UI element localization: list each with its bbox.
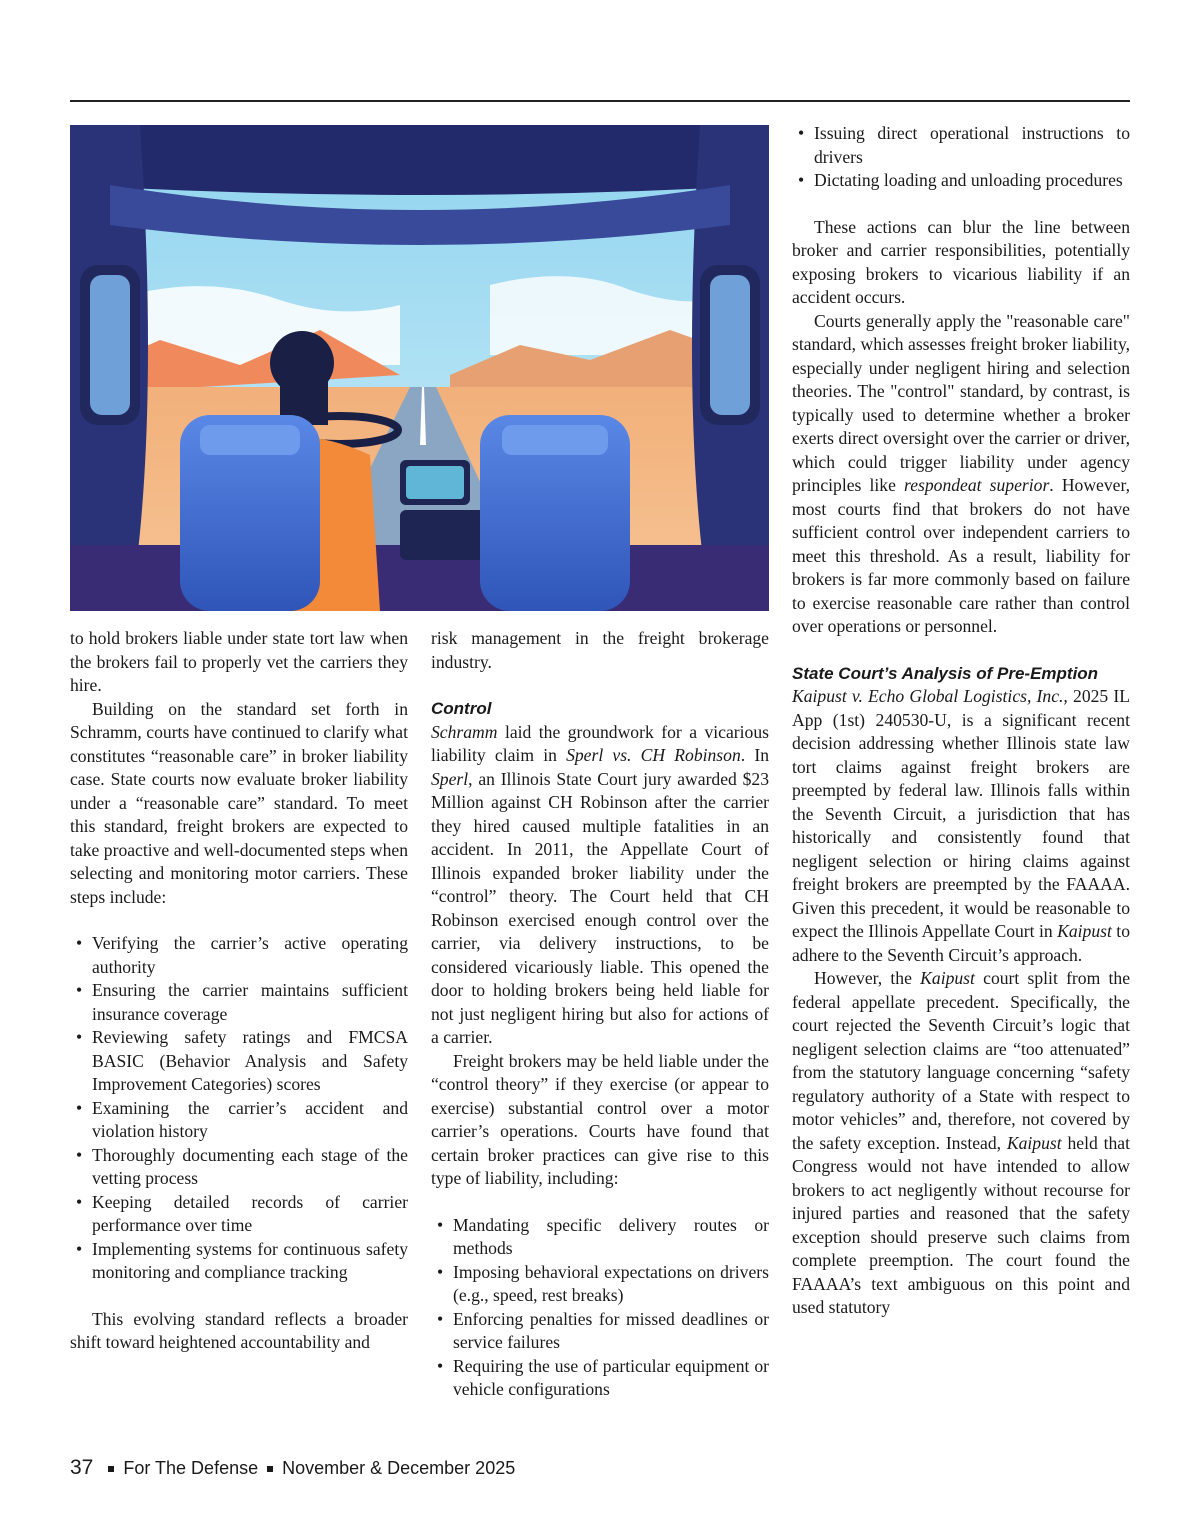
col2-paragraph-2: Schramm laid the groundwork for a vicarious liability claim in Sperl vs. CH Robinson. In Sperl, an Illinois State Court jury awarded $23 Million against CH Robinson after the carrier they hired caused multiple fatalities in an accident. In 2011, the Appellate Court of Illinois expanded broker liability under the “control” theory. The Court held that CH Robinson exercised enough control over the carrier, via delivery instructions, to be considered vicariously liable. This opened the door to holding brokers being held liable for not just negligent hiring but also for actions of a carrier. <box>431 721 769 1047</box>
vetting-steps-list <box>70 932 408 1285</box>
car-interior-illustration <box>70 125 769 611</box>
list-item: • Dictating loading and unloading procedures <box>792 169 1130 193</box>
list-item: • Examining the carrier’s accident and violation history <box>70 1097 408 1144</box>
list-item: • Enforcing penalties for missed deadlines or service failures <box>431 1308 769 1355</box>
list-item: • Imposing behavioral expectations on drivers (e.g., speed, rest breaks) <box>431 1261 769 1308</box>
col3-paragraph-3: Kaipust v. Echo Global Logistics, Inc., 2025 IL App (1st) 240530-U, is a significant recent decision addressing whether Illinois state law tort claims against freight brokers are preempted by federal law. Illinois falls within the Seventh Circuit, a jurisdiction that has historically and consistently found that negligent selection or hiring claims against freight brokers are preempted by the FAAAA. Given this precedent, it would be reasonable to expect the Illinois Appellate Court in Kaipust to adhere to the Seventh Circuit’s approach. <box>792 686 1130 965</box>
list-item: • Keeping detailed records of carrier performance over time <box>70 1191 408 1238</box>
column-3 <box>792 122 1130 1320</box>
col2-paragraph-3: Freight brokers may be held liable under the “control theory” if they exercise (or appear to exercise) substantial control over a motor carrier’s operations. Courts have found that certain broker practices can give rise to this type of liability, including: <box>431 1050 769 1188</box>
col2-paragraph-1: risk management in the freight brokerage industry. <box>431 628 769 672</box>
issue-date: November & December 2025 <box>282 1458 516 1478</box>
publication-name: For The Defense <box>123 1458 259 1478</box>
list-item: • Issuing direct operational instructions to drivers <box>792 122 1130 169</box>
col3-paragraph-4: However, the Kaipust court split from the federal appellate precedent. Specifically, the court rejected the Seventh Circuit’s logic that negligent selection claims are “too attenuated” from the statutory language concerning “safety regulatory authority of a State with respect to motor vehicles” and, therefore, not covered by the safety exception. Instead, Kaipust held that Congress would not have intended to allow brokers to act negligently without recourse for injured parties and reasoned that the safety exception should preserve such claims from complete preemption. The court found the FAAAA’s text ambiguous on this point and used statutory <box>792 968 1131 1317</box>
list-item: • Requiring the use of particular equipment or vehicle configurations <box>431 1355 769 1402</box>
square-bullet-icon <box>108 1466 114 1472</box>
list-item: • Reviewing safety ratings and FMCSA BASIC (Behavior Analysis and Safety Improvement Categories) scores <box>70 1026 408 1097</box>
page-number: 37 <box>70 1456 94 1479</box>
column-2 <box>431 627 769 1402</box>
page-footer <box>70 1455 515 1481</box>
col1-paragraph-1: to hold brokers liable under state tort law when the brokers fail to properly vet the carriers they hire. <box>70 628 408 695</box>
column-1 <box>70 627 408 1355</box>
broker-practices-list-continued <box>792 122 1130 193</box>
broker-practices-list <box>431 1214 769 1402</box>
col1-paragraph-3: This evolving standard reflects a broader shift toward heightened accountability and <box>70 1308 408 1352</box>
col3-paragraph-2: Courts generally apply the "reasonable care" standard, which assesses freight broker liability, especially under negligent hiring and selection theories. The "control" standard, by contrast, is typically used to determine whether a broker exerts direct oversight over the carrier or driver, which could trigger liability under agency principles like respondeat superior. However, most courts find that brokers do not have sufficient control over independent carriers to meet this threshold. As a result, liability for brokers is far more commonly based on failure to exercise reasonable care rather than control over operations or personnel. <box>792 310 1130 636</box>
list-item: • Mandating specific delivery routes or methods <box>431 1214 769 1261</box>
control-heading: Control <box>431 699 492 718</box>
col3-paragraph-1: These actions can blur the line between broker and carrier responsibilities, potentially exposing brokers to vicarious liability if an accident occurs. <box>792 216 1130 307</box>
header-rule <box>70 100 1130 102</box>
list-item: • Verifying the carrier’s active operating authority <box>70 932 408 979</box>
list-item: • Thoroughly documenting each stage of the vetting process <box>70 1144 408 1191</box>
col1-paragraph-2: Building on the standard set forth in Schramm, courts have continued to clarify what constitutes “reasonable care” in broker liability case. State courts now evaluate broker liability under a “reasonable care” standard. To meet this standard, freight brokers are expected to take proactive and well-documented steps when selecting and monitoring motor carriers. These steps include: <box>70 698 408 907</box>
list-item: • Implementing systems for continuous safety monitoring and compliance tracking <box>70 1238 408 1285</box>
list-item: • Ensuring the carrier maintains sufficient insurance coverage <box>70 979 408 1026</box>
square-bullet-icon <box>267 1466 273 1472</box>
preemption-heading: State Court’s Analysis of Pre-Emption <box>792 663 1099 683</box>
